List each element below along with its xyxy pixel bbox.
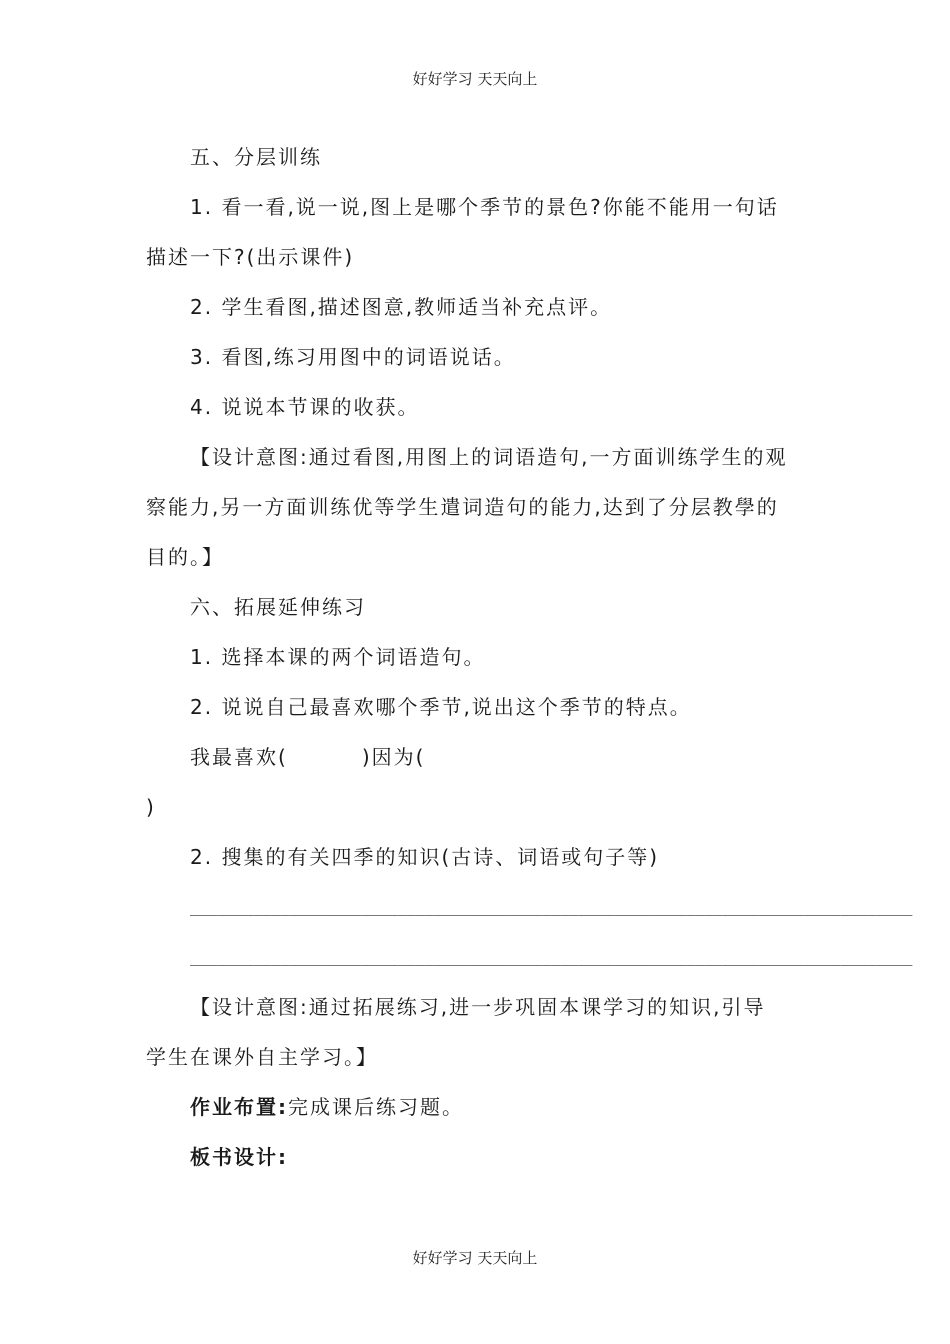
page-footer: 好好学习 天天向上 (412, 1249, 538, 1267)
section6-item2: 2. 说说自己最喜欢哪个季节,说出这个季节的特点。 (190, 695, 692, 719)
fill-in-close: ) (146, 795, 156, 819)
answer-dash-line-1: ________________________________________________________________________________ (190, 898, 913, 916)
section5-title: 五、分层训练 (190, 145, 322, 169)
fill-in-part-a: 我最喜欢( (190, 745, 288, 769)
homework-text: 完成课后练习题。 (288, 1095, 464, 1119)
answer-dash-line-2: ________________________________________________________________________________ (190, 948, 913, 966)
board-design-label: 板书设计: (190, 1145, 288, 1169)
section5-design-line2: 察能力,另一方面训练优等学生遣词造句的能力,达到了分层教學的 (146, 495, 779, 519)
fill-in-line (146, 732, 806, 782)
section5-item4: 4. 说说本节课的收获。 (190, 395, 420, 419)
homework-line (146, 1082, 806, 1132)
section6-item1: 1. 选择本课的两个词语造句。 (190, 645, 486, 669)
section6-title: 六、拓展延伸练习 (190, 595, 366, 619)
section6-design-line2: 学生在课外自主学习。】 (146, 1045, 378, 1069)
document-body (146, 132, 913, 1182)
section5-item1-line1: 1. 看一看,说一说,图上是哪个季节的景色?你能不能用一句话 (190, 195, 779, 219)
homework-label: 作业布置: (190, 1095, 288, 1119)
section5-item3: 3. 看图,练习用图中的词语说话。 (190, 345, 516, 369)
section5-design-line3: 目的。】 (146, 545, 224, 569)
section5-design-line1: 【设计意图:通过看图,用图上的词语造句,一方面训练学生的观 (190, 445, 788, 469)
section5-item1-line2: 描述一下?(出示课件) (146, 245, 355, 269)
page-header: 好好学习 天天向上 (412, 70, 538, 88)
section6-item3: 2. 搜集的有关四季的知识(古诗、词语或句子等) (190, 845, 660, 869)
fill-in-part-b: )因为( (361, 745, 426, 769)
section5-item2: 2. 学生看图,描述图意,教师适当补充点评。 (190, 295, 613, 319)
section6-design-line1: 【设计意图:通过拓展练习,进一步巩固本课学习的知识,引导 (190, 995, 766, 1019)
